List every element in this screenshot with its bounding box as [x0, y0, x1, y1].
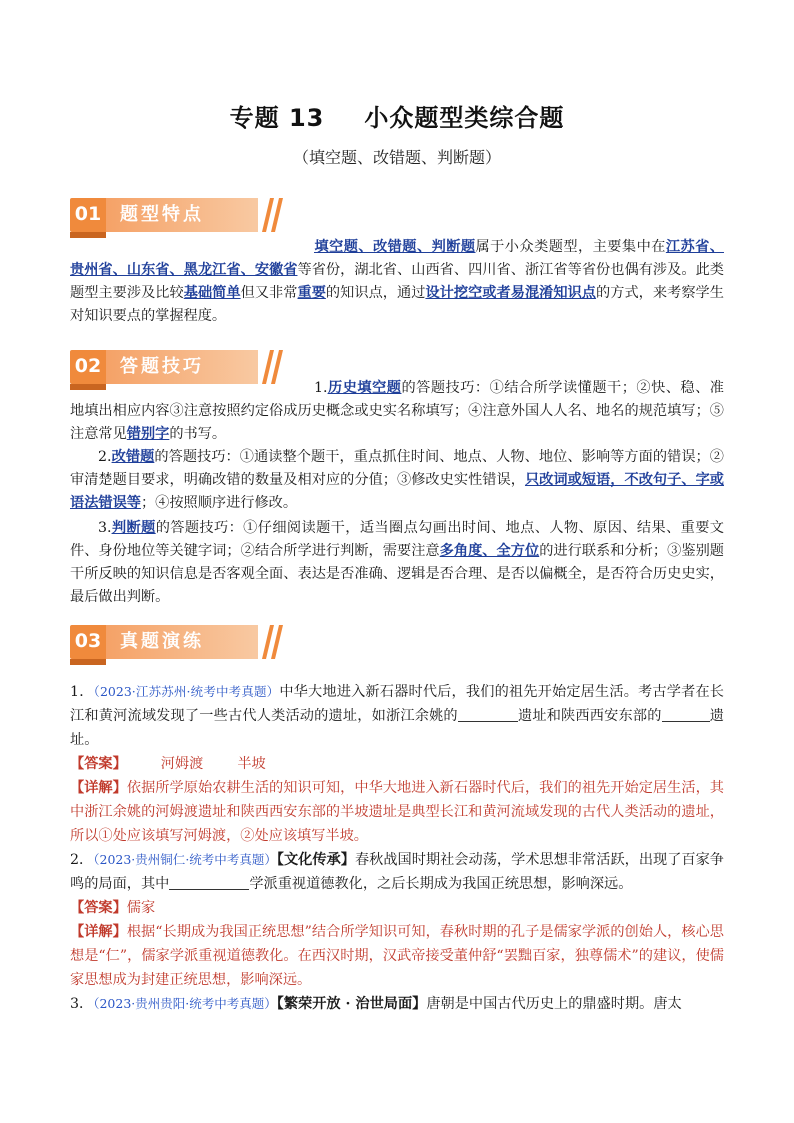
question-3: [70, 992, 724, 1016]
banner-label: 答题技巧: [120, 356, 204, 377]
banner-shadow: [70, 659, 106, 665]
banner-label: 真题演练: [120, 631, 204, 652]
question-text: 春秋战国时期社会动荡，学术思想非常活跃，出现了百家争鸣的局面，其中: [70, 852, 724, 892]
tips-3-highlight-2: 多角度、全方位: [439, 543, 540, 559]
tips-1-prefix: 1.: [314, 380, 328, 396]
question-text-c: 遗址。: [70, 708, 724, 748]
detail-text: 根据“长期成为我国正统思想”结合所学知识可知，春秋时期的孔子是儒家学派的创始人，核心思想是“仁”，儒家学派重视道德教化。在西汉时期，汉武帝接受董仲舒“罢黜百家，独尊儒术”的建议，使儒家思想成为封建正统思想，影响深远。: [70, 924, 724, 988]
features-highlight-method: 设计挖空或者易混淆知识点: [425, 285, 597, 301]
tips-3-prefix: 3.: [98, 520, 112, 536]
tips-1-highlight: 历史填空题: [327, 380, 402, 396]
question-topic: 【文化传承】: [276, 852, 355, 868]
tips-2-highlight: 改错题: [111, 449, 155, 465]
banner-number: 01: [70, 198, 106, 232]
question-topic: 【繁荣开放 · 治世局面】: [276, 996, 427, 1012]
question-1-detail: [70, 776, 724, 848]
question-2-answer: [70, 896, 724, 920]
tips-3-text-2: 的进行联系和分析；③鉴别题干所反映的知识信息是否客观全面、表达是否准确、逻辑是否合理、是否以偏概全，是否符合历史史实，最后做出判断。: [70, 543, 724, 605]
features-text-2: 等省份，湖北省、山西省、四川省、浙江省等省份也偶有涉及。此类题型主要涉及比较: [70, 262, 724, 301]
banner-stripes-icon: [258, 625, 288, 659]
features-highlight-basic: 基础简单: [183, 285, 241, 301]
features-text-4: 的知识点，通过: [325, 285, 426, 301]
tips-2-text-2: ；④按照顺序进行修改。: [140, 495, 298, 511]
question-source: （2023·江苏苏州·统考中考真题）: [93, 684, 280, 699]
question-source: （2023·贵州铜仁·统考中考真题）: [93, 852, 277, 867]
features-highlight-provinces: 江苏省、贵州省、山东省、黑龙江省、安徽省: [70, 239, 724, 278]
banner-number: 03: [70, 625, 106, 659]
question-text-b: 遗址和陕西西安东部的: [517, 708, 662, 724]
tips-paragraph-3: [70, 517, 724, 609]
features-text-1: 属于小众类题型，主要集中在: [475, 239, 666, 255]
banner-label: 题型特点: [120, 204, 204, 225]
question-number: 3．: [70, 996, 94, 1012]
question-1: [70, 680, 724, 752]
features-text-3: 但又非常: [240, 285, 298, 301]
tips-paragraph-1: [70, 377, 724, 446]
answer-value-2: 半坡: [237, 756, 266, 772]
features-paragraph: [70, 236, 724, 328]
tips-3-highlight: 判断题: [111, 520, 156, 536]
question-2: [70, 848, 724, 896]
question-number: 2．: [70, 852, 94, 868]
answer-blank-1[interactable]: [169, 875, 249, 890]
features-highlight-types: 填空题、改错题、判断题: [314, 239, 476, 255]
title-part2: 小众题型类综合题: [364, 104, 565, 132]
question-1-answer: [70, 752, 724, 776]
tips-3-text: 的答题技巧：①仔细阅读题干，适当圈点勾画出时间、地点、人物、原因、结果、重要文件、身份地位等关键字词；②结合所学进行判断，需要注意: [70, 520, 724, 559]
tips-1-highlight-2: 错别字: [126, 426, 170, 442]
tips-1-text-2: 的书写。: [169, 426, 227, 442]
question-text: 唐朝是中国古代历史上的鼎盛时期。唐太: [426, 996, 682, 1012]
detail-tag: 【详解】: [70, 780, 127, 796]
question-text: 中华大地进入新石器时代后，我们的祖先开始定居生活。考古学者在长江和黄河流域发现了一些古代人类活动的遗址，如浙江余姚的: [70, 684, 724, 724]
banner-number: 02: [70, 350, 106, 384]
answer-blank-1[interactable]: [458, 707, 518, 722]
answer-blank-2[interactable]: [662, 707, 710, 722]
question-number: 1．: [70, 684, 94, 700]
banner-stripes-icon: [258, 198, 288, 232]
page-title: [0, 98, 794, 133]
answer-value-1: 儒家: [126, 900, 156, 916]
tips-paragraph-2: [70, 446, 724, 515]
question-2-detail: [70, 920, 724, 992]
detail-tag: 【详解】: [70, 924, 127, 940]
tips-2-highlight-2: 只改词或短语，不改句子、字或语法错误等: [70, 472, 724, 511]
title-part1: 专题 13: [229, 104, 325, 132]
question-source: （2023·贵州贵阳·统考中考真题）: [93, 996, 277, 1011]
question-text-b: 学派重视道德教化，之后长期成为我国正统思想，影响深远。: [249, 876, 633, 892]
tips-2-text: 的答题技巧：①通读整个题干，重点抓住时间、地点、人物、地位、影响等方面的错误；②审清楚题目要求，明确改错的数量及相对应的分值；③修改史实性错误，: [70, 449, 724, 488]
answer-tag: 【答案】: [70, 900, 127, 916]
answer-tag: 【答案】: [70, 756, 127, 772]
section-banner-01: [70, 198, 270, 240]
features-text-5: 的方式，来考察学生对知识要点的掌握程度。: [70, 285, 724, 324]
section-banner-03: [70, 625, 270, 667]
tips-2-prefix: 2.: [98, 449, 112, 465]
answer-value-1: 河姆渡: [160, 756, 204, 772]
tips-1-text: 的答题技巧：①结合所学读懂题干；②快、稳、准地填出相应内容③注意按照约定俗成历史概念或史实名称填写；④注意外国人人名、地名的规范填写；⑤注意常见: [70, 380, 724, 442]
features-highlight-important: 重要: [297, 285, 326, 301]
detail-text: 依据所学原始农耕生活的知识可知，中华大地进入新石器时代后，我们的祖先开始定居生活，其中浙江余姚的河姆渡遗址和陕西西安东部的半坡遗址是典型长江和黄河流域发现的古代人类活动的遗址，所以①处应该填写河姆渡，②处应该填写半坡。: [70, 780, 724, 844]
page-subtitle: （填空题、改错题、判断题）: [292, 148, 501, 167]
